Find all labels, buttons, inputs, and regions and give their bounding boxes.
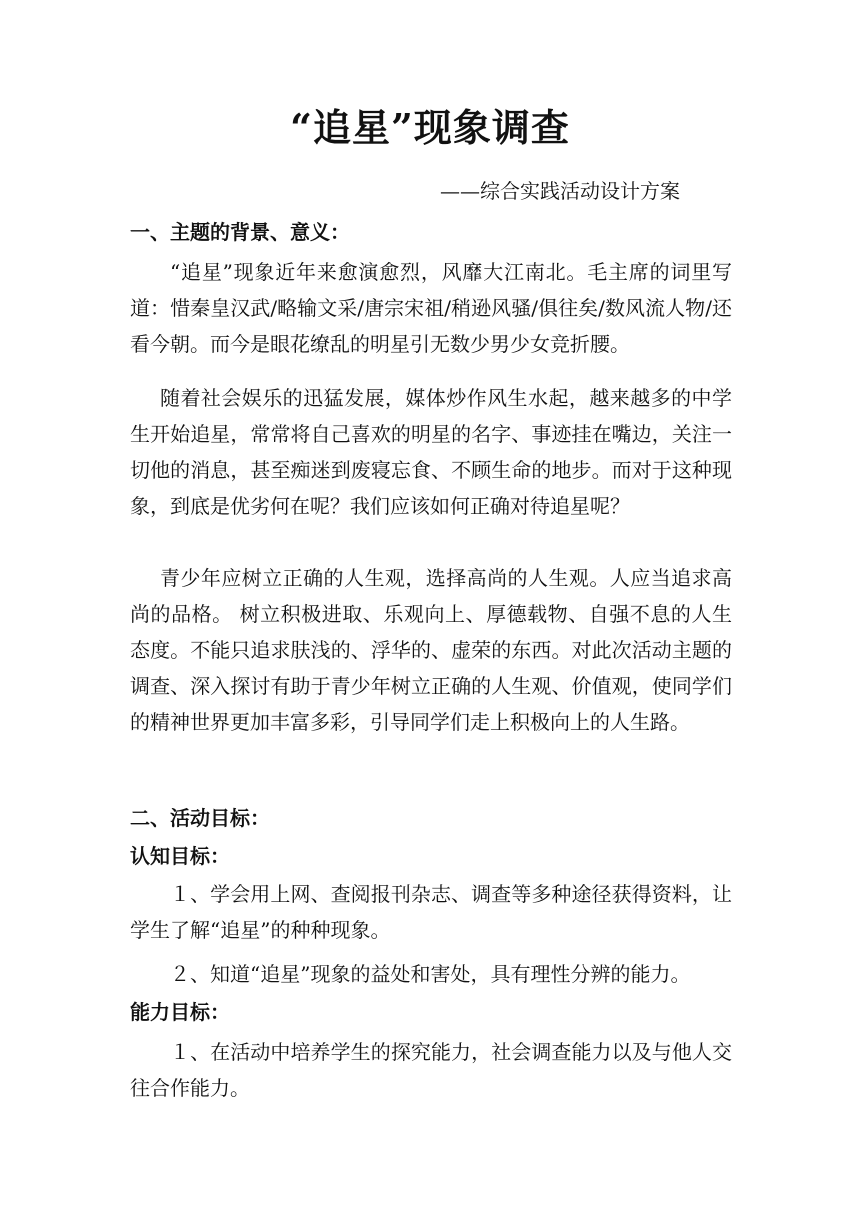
list-item-text: ２、知道“追星”现象的益处和害处，具有理性分辨的能力。 bbox=[170, 962, 691, 986]
paragraph-text: 随着社会娱乐的迅猛发展，媒体炒作风生水起，越来越多的中学生开始追星，常常将自己喜欢的明星的名字、事迹挂在嘴边，关注一切他的消息，甚至痴迷到废寝忘食、不顾生命的地步。而对于这种现象，到底是优劣何在呢？我们应该如何正确对待追星呢？ bbox=[130, 386, 732, 518]
ability-goal-item-1 bbox=[130, 1034, 732, 1106]
section1-paragraph-2 bbox=[130, 380, 732, 524]
paragraph-text: 青少年应树立正确的人生观，选择高尚的人生观。人应当追求高尚的品格。 树立积极进取、乐观向上、厚德载物、自强不息的人生态度。不能只追求肤浅的、浮华的、虚荣的东西。对此次活动主题的调查、深入探讨有助于青少年树立正确的人生观、价值观，使同学们的精神世界更加丰富多彩，引导同学们走上积极向上的人生路。 bbox=[130, 566, 732, 734]
cognitive-goal-item-1 bbox=[130, 876, 732, 948]
document-title: “追星”现象调查 bbox=[290, 105, 570, 150]
list-item-text: １、学会用上网、查阅报刊杂志、调查等多种途径获得资料，让学生了解“追星”的种种现象。 bbox=[130, 882, 732, 942]
section1-paragraph-1 bbox=[130, 254, 732, 362]
paragraph-text: “追星”现象近年来愈演愈烈，风靡大江南北。毛主席的词里写道：惜秦皇汉武/略输文采/唐宗宋祖/稍逊风骚/俱往矣/数风流人物/还看今朝。而今是眼花缭乱的明星引无数少男少女竞折腰。 bbox=[130, 260, 732, 356]
document-subtitle: ——综合实践活动设计方案 bbox=[440, 179, 680, 203]
section1-heading: 一、主题的背景、意义： bbox=[130, 220, 350, 244]
list-item-text: １、在活动中培养学生的探究能力，社会调查能力以及与他人交往合作能力。 bbox=[130, 1040, 732, 1100]
ability-goals-heading: 能力目标： bbox=[130, 1000, 230, 1024]
cognitive-goal-item-2 bbox=[130, 956, 732, 992]
section2-heading: 二、活动目标： bbox=[130, 806, 270, 830]
section1-paragraph-3 bbox=[130, 560, 732, 740]
cognitive-goals-heading: 认知目标： bbox=[130, 844, 230, 868]
